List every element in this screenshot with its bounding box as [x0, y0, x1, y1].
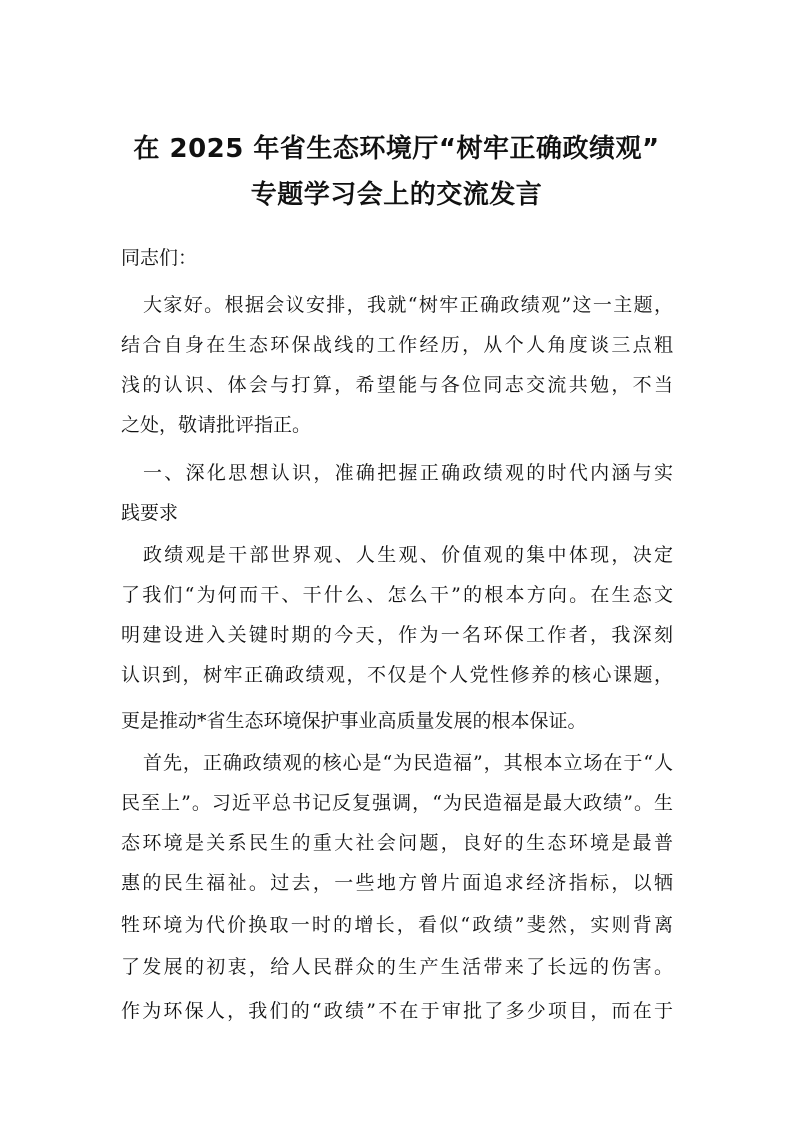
document-title-line-1: 在 2025 年省生态环境厅“树牢正确政绩观” [133, 134, 660, 164]
paragraph-line: 之处，敬请批评指正。 [121, 414, 312, 436]
paragraph-line: 大家好。根据会议安排，我就“树牢正确政绩观”这一主题， [143, 294, 673, 316]
document-title-line-2: 专题学习会上的交流发言 [250, 180, 543, 210]
paragraph-line: 民至上”。习近平总书记反复强调，“为民造福是最大政绩”。生 [121, 792, 673, 814]
paragraph-line: 浅的认识、体会与打算，希望能与各位同志交流共勉，不当 [121, 374, 673, 396]
section-heading-line: 一、深化思想认识，准确把握正确政绩观的时代内涵与实 [143, 462, 673, 484]
paragraph-line: 了我们“为何而干、干什么、怎么干”的根本方向。在生态文 [121, 584, 673, 606]
paragraph-line: 惠的民生福祉。过去，一些地方曾片面追求经济指标，以牺 [121, 872, 673, 894]
section-heading-line: 践要求 [121, 502, 179, 524]
paragraph-line: 更是推动*省生态环境保护事业高质量发展的根本保证。 [121, 710, 587, 732]
paragraph-line: 政绩观是干部世界观、人生观、价值观的集中体现，决定 [143, 544, 673, 566]
paragraph-line: 态环境是关系民生的重大社会问题，良好的生态环境是最普 [121, 832, 673, 854]
paragraph-line: 了发展的初衷，给人民群众的生产生活带来了长远的伤害。 [121, 956, 673, 978]
paragraph-line: 牲环境为代价换取一时的增长，看似“政绩”斐然，实则背离 [121, 914, 673, 936]
paragraph-line: 明建设进入关键时期的今天，作为一名环保工作者，我深刻 [121, 624, 673, 646]
paragraph-line: 结合自身在生态环保战线的工作经历，从个人角度谈三点粗 [121, 334, 673, 356]
paragraph-line: 认识到，树牢正确政绩观，不仅是个人党性修养的核心课题， [121, 664, 673, 686]
paragraph-line: 作为环保人，我们的“政绩”不在于审批了多少项目，而在于 [121, 1000, 673, 1022]
paragraph-line: 首先，正确政绩观的核心是“为民造福”，其根本立场在于“人 [143, 752, 673, 774]
salutation: 同志们： [121, 247, 198, 269]
